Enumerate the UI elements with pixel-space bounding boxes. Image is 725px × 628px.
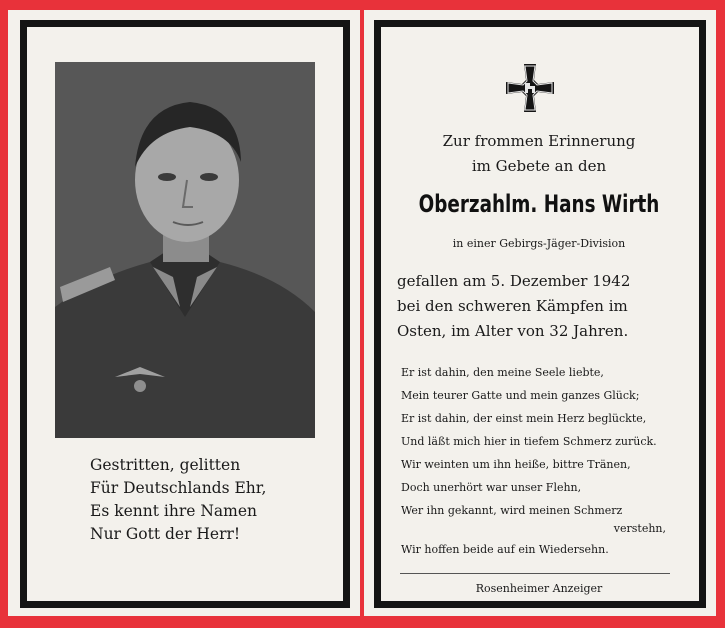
right-card <box>364 10 716 616</box>
poem-line: Nur Gott der Herr! <box>90 525 241 543</box>
death-info-line: bei den schweren Kämpfen im <box>397 297 628 315</box>
deceased-name: Oberzahlm. Hans Wirth <box>418 190 660 218</box>
divider <box>400 573 670 574</box>
verse-line: verstehn, <box>613 522 666 535</box>
verse-line: Er ist dahin, der einst mein Herz beglückte, <box>401 412 647 425</box>
left-card <box>8 10 360 616</box>
publisher-label: Rosenheimer Anzeiger <box>475 582 603 595</box>
verse-line: Wir weinten um ihn heiße, bittre Tränen, <box>401 458 631 471</box>
poem-line: Für Deutschlands Ehr, <box>90 479 267 497</box>
division-line: in einer Gebirgs-Jäger-Division <box>452 237 626 250</box>
verse-line: Wer ihn gekannt, wird meinen Schmerz <box>401 504 623 517</box>
portrait-photo <box>55 62 315 438</box>
iron-cross-icon <box>504 62 556 114</box>
verse-line: Er ist dahin, den meine Seele liebte, <box>401 366 604 379</box>
poem-line: Es kennt ihre Namen <box>90 502 257 520</box>
death-info-line: gefallen am 5. Dezember 1942 <box>397 272 631 290</box>
verse-line: Und läßt mich hier in tiefem Schmerz zurück. <box>401 435 657 448</box>
verse-line: Wir hoffen beide auf ein Wiedersehn. <box>401 543 609 556</box>
intro-line-1: Zur frommen Erinnerung <box>442 132 636 150</box>
left-poem <box>90 454 330 546</box>
intro-line-2: im Gebete an den <box>471 157 607 175</box>
verse-line: Doch unerhört war unser Flehn, <box>401 481 582 494</box>
verse-line: Mein teurer Gatte und mein ganzes Glück; <box>401 389 640 402</box>
poem-line: Gestritten, gelitten <box>90 456 241 474</box>
death-info-line: Osten, im Alter von 32 Jahren. <box>397 322 629 340</box>
